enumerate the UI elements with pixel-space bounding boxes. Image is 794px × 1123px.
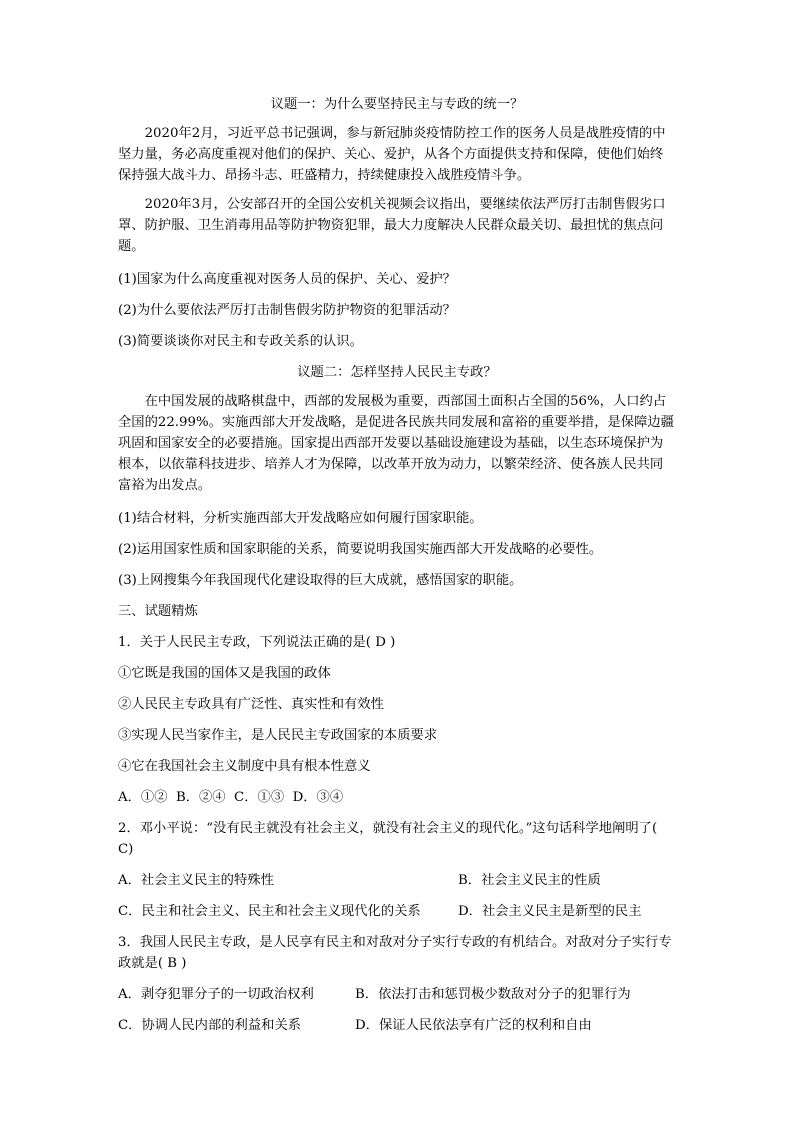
topic1-paragraph-1: 2020年2月，习近平总书记强调，参与新冠肺炎疫情防控工作的医务人员是战胜疫情的中坚力量，务必高度重视对他们的保护、关心、爱护，从各个方面提供支持和保障，使他们始终保持强大战斗力、昂扬斗志、旺盛精力，持续健康投入战胜疫情斗争。 xyxy=(118,126,666,183)
topic1-title: 议题一：为什么要坚持民主与专政的统一？ xyxy=(270,97,524,112)
q3-options-row-2 xyxy=(118,1015,676,1036)
q2-option-b: B．社会主义民主的性质 xyxy=(458,873,601,888)
q1-item-2: ②人民民主专政具有广泛性、真实性和有效性 xyxy=(118,697,384,712)
q2-options-row-1 xyxy=(118,870,676,891)
topic1-question-1: (1)国家为什么高度重视对医务人员的保护、关心、爱护？ xyxy=(118,272,456,287)
q1-item-4: ④它在我国社会主义制度中具有根本性意义 xyxy=(118,759,371,774)
q2-option-d: D．社会主义民主是新型的民主 xyxy=(458,904,642,919)
q3-option-d: D．保证人民依法享有广泛的权利和自由 xyxy=(355,1018,592,1033)
section3-heading: 三、试题精炼 xyxy=(118,604,198,619)
q3-option-b: B．依法打击和惩罚极少数敌对分子的犯罪行为 xyxy=(355,987,631,1002)
topic2-paragraph-1: 在中国发展的战略棋盘中，西部的发展极为重要，西部国土面积占全国的56%，人口约占全国的22.99%。实施西部大开发战略，是促进各民族共同发展和富裕的重要举措，是保障边疆巩固和国家安全的必要措施。国家提出西部开发要以基础设施建设为基础，以生态环境保护为根本，以依靠科技进步、培养人才为保障，以改革开放为动力，以繁荣经济、使各族人民共同富裕为出发点。 xyxy=(118,394,674,493)
q3-stem: 3．我国人民民主专政，是人民享有民主和对敌对分子实行专政的有机结合。对敌对分子实行专政就是( B ) xyxy=(118,935,672,971)
topic1-paragraph-2: 2020年3月，公安部召开的全国公安机关视频会议指出，要继续依法严厉打击制售假劣口罩、防护服、卫生消毒用品等防护物资犯罪，最大力度解决人民群众最关切、最担忧的焦点问题。 xyxy=(118,197,666,254)
topic2-question-1: (1)结合材料，分析实施西部大开发战略应如何履行国家职能。 xyxy=(118,511,483,526)
q2-option-a: A．社会主义民主的特殊性 xyxy=(118,873,274,888)
q3-option-c: C．协调人民内部的利益和关系 xyxy=(118,1018,302,1033)
q1-stem: 1．关于人民民主专政，下列说法正确的是( D ) xyxy=(118,635,396,650)
q3-option-a: A．剥夺犯罪分子的一切政治权利 xyxy=(118,987,314,1002)
q1-options: A．①② B．②④ C．①③ D．③④ xyxy=(118,790,344,805)
q2-stem: 2．邓小平说：“没有民主就没有社会主义，就没有社会主义的现代化。”这句话科学地阐明了( C) xyxy=(118,821,658,857)
q3-options-row-1 xyxy=(118,984,676,1005)
q2-option-c: C．民主和社会主义、民主和社会主义现代化的关系 xyxy=(118,904,421,919)
topic2-title: 议题二：怎样坚持人民民主专政？ xyxy=(297,365,497,380)
topic1-question-2: (2)为什么要依法严厉打击制售假劣防护物资的犯罪活动？ xyxy=(118,303,456,318)
topic1-question-3: (3)简要谈谈你对民主和专政关系的认识。 xyxy=(118,334,363,349)
topic2-question-3: (3)上网搜集今年我国现代化建设取得的巨大成就，感悟国家的职能。 xyxy=(118,573,523,588)
q1-item-3: ③实现人民当家作主，是人民民主专政国家的本质要求 xyxy=(118,728,438,743)
q2-options-row-2 xyxy=(118,901,676,922)
q1-item-1: ①它既是我国的国体又是我国的政体 xyxy=(118,666,331,681)
topic2-question-2: (2)运用国家性质和国家职能的关系，简要说明我国实施西部大开发战略的必要性。 xyxy=(118,542,603,557)
